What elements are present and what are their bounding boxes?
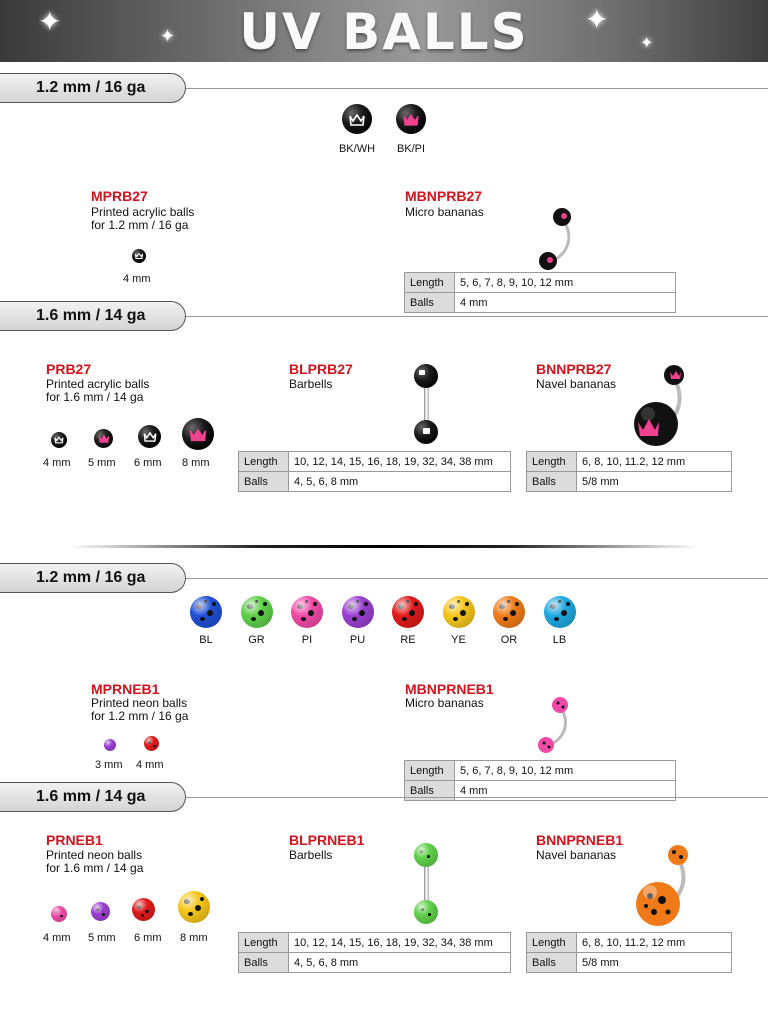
product-code: MPRB27 <box>91 188 148 204</box>
product-code: BLPRNEB1 <box>289 832 365 848</box>
crown-logo-icon <box>349 114 365 126</box>
length-label: Length <box>239 933 289 953</box>
spec-table <box>238 932 511 973</box>
sparkle-icon: ✦ <box>160 26 176 46</box>
product-desc: Barbells <box>289 848 333 862</box>
sparkle-icon: ✦ <box>640 35 654 52</box>
crown-logo-icon <box>98 435 109 443</box>
product-ball <box>132 249 146 263</box>
neon-ball-3mm <box>104 739 116 751</box>
product-code: MBNPRNEB1 <box>405 681 494 697</box>
spec-table <box>404 272 676 313</box>
balls-label: Balls <box>239 472 289 492</box>
color-label: GR <box>248 634 265 646</box>
neon-color-ball <box>241 596 273 628</box>
product-code: BNNPRB27 <box>536 361 612 377</box>
size-label: 8 mm <box>182 457 210 469</box>
neon-ball-4mm <box>51 906 67 922</box>
size-label: 6 mm <box>134 932 162 944</box>
barbell-ball-top <box>414 843 438 867</box>
spec-table <box>404 760 676 801</box>
balls-label: Balls <box>405 293 455 313</box>
color-label: BL <box>199 634 213 646</box>
product-ball-4mm <box>51 432 67 448</box>
neon-ball-8mm <box>178 891 210 923</box>
sparkle-icon: ✦ <box>38 6 62 37</box>
neon-ball-4mm <box>144 736 159 751</box>
balls-value: 5/8 mm <box>577 472 732 492</box>
product-code: MPRNEB1 <box>91 681 160 697</box>
navel-banana-image <box>628 842 698 930</box>
crown-logo-icon <box>143 432 156 442</box>
color-label: OR <box>500 634 518 646</box>
product-code: MBNPRB27 <box>405 188 483 204</box>
product-ball-5mm <box>94 429 113 448</box>
product-code: BNNPRNEB1 <box>536 832 624 848</box>
product-desc: Printed neon balls <box>46 848 143 862</box>
product-desc: for 1.6 mm / 14 ga <box>46 861 144 875</box>
crown-logo-icon <box>55 437 64 444</box>
size-label: 4 mm <box>43 457 71 469</box>
micro-banana-image <box>528 693 578 757</box>
product-desc: Printed neon balls <box>91 696 188 710</box>
size-label: 6 mm <box>134 457 162 469</box>
product-desc: Navel bananas <box>536 377 617 391</box>
product-ball-8mm <box>182 418 214 450</box>
balls-value: 4 mm <box>455 293 676 313</box>
balls-value: 4, 5, 6, 8 mm <box>289 472 511 492</box>
color-label: LB <box>552 634 567 646</box>
product-desc: Printed acrylic balls <box>46 377 150 391</box>
color-label: BK/PI <box>396 143 426 155</box>
section-tab-3: 1.2 mm / 16 ga <box>0 563 186 593</box>
product-ball-6mm <box>138 425 161 448</box>
length-value: 5, 6, 7, 8, 9, 10, 12 mm <box>455 761 676 781</box>
balls-label: Balls <box>405 781 455 801</box>
length-value: 5, 6, 7, 8, 9, 10, 12 mm <box>455 273 676 293</box>
crown-logo-icon <box>403 114 419 126</box>
length-label: Length <box>405 273 455 293</box>
balls-label: Balls <box>239 953 289 973</box>
page-title: UV BALLS <box>239 3 529 61</box>
size-label: 8 mm <box>180 932 208 944</box>
barbell-ball-top <box>414 364 438 388</box>
balls-value: 5/8 mm <box>577 953 732 973</box>
color-label: PU <box>349 634 366 646</box>
spec-table <box>526 451 732 492</box>
length-value: 6, 8, 10, 11.2, 12 mm <box>577 452 732 472</box>
neon-color-ball <box>190 596 222 628</box>
neon-color-ball <box>291 596 323 628</box>
length-label: Length <box>405 761 455 781</box>
size-label: 4 mm <box>123 273 151 285</box>
spec-table <box>238 451 511 492</box>
size-label: 4 mm <box>136 759 164 771</box>
size-label: 5 mm <box>88 457 116 469</box>
length-value: 10, 12, 14, 15, 16, 18, 19, 32, 34, 38 mm <box>289 933 511 953</box>
section-divider <box>70 545 698 548</box>
length-label: Length <box>527 933 577 953</box>
micro-banana-image <box>530 205 580 275</box>
section-tab-1: 1.2 mm / 16 ga <box>0 73 186 103</box>
crown-logo-icon <box>189 428 207 441</box>
product-desc: for 1.6 mm / 14 ga <box>46 390 144 404</box>
length-label: Length <box>239 452 289 472</box>
barbell-ball-bottom <box>414 900 438 924</box>
product-desc: Navel bananas <box>536 848 617 862</box>
crown-logo-icon <box>135 253 143 259</box>
neon-color-ball <box>392 596 424 628</box>
product-code: BLPRB27 <box>289 361 353 377</box>
product-desc: for 1.2 mm / 16 ga <box>91 218 189 232</box>
balls-label: Balls <box>527 953 577 973</box>
color-label: RE <box>400 634 416 646</box>
uv-ball-bk-pi <box>396 104 426 134</box>
balls-value: 4 mm <box>455 781 676 801</box>
section-tab-2: 1.6 mm / 14 ga <box>0 301 186 331</box>
product-desc: for 1.2 mm / 16 ga <box>91 709 189 723</box>
length-label: Length <box>527 452 577 472</box>
size-label: 4 mm <box>43 932 71 944</box>
product-desc: Barbells <box>289 377 333 391</box>
product-code: PRNEB1 <box>46 832 103 848</box>
color-label: PI <box>301 634 313 646</box>
page-header <box>0 0 768 62</box>
neon-color-ball <box>544 596 576 628</box>
product-desc: Micro bananas <box>405 696 484 710</box>
balls-label: Balls <box>527 472 577 492</box>
neon-color-ball <box>493 596 525 628</box>
barbell-ball-bottom <box>414 420 438 444</box>
spec-table <box>526 932 732 973</box>
uv-ball-bk-wh <box>342 104 372 134</box>
neon-color-ball <box>342 596 374 628</box>
color-label: YE <box>451 634 466 646</box>
navel-banana-image <box>628 362 698 450</box>
product-desc: Printed acrylic balls <box>91 205 195 219</box>
neon-ball-6mm <box>132 898 155 921</box>
color-label: BK/WH <box>338 143 376 155</box>
size-label: 3 mm <box>95 759 123 771</box>
neon-color-ball <box>443 596 475 628</box>
length-value: 6, 8, 10, 11.2, 12 mm <box>577 933 732 953</box>
length-value: 10, 12, 14, 15, 16, 18, 19, 32, 34, 38 mm <box>289 452 511 472</box>
neon-ball-5mm <box>91 902 110 921</box>
size-label: 5 mm <box>88 932 116 944</box>
product-desc: Micro bananas <box>405 205 484 219</box>
section-tab-4: 1.6 mm / 14 ga <box>0 782 186 812</box>
balls-value: 4, 5, 6, 8 mm <box>289 953 511 973</box>
product-code: PRB27 <box>46 361 92 377</box>
sparkle-icon: ✦ <box>585 4 609 35</box>
